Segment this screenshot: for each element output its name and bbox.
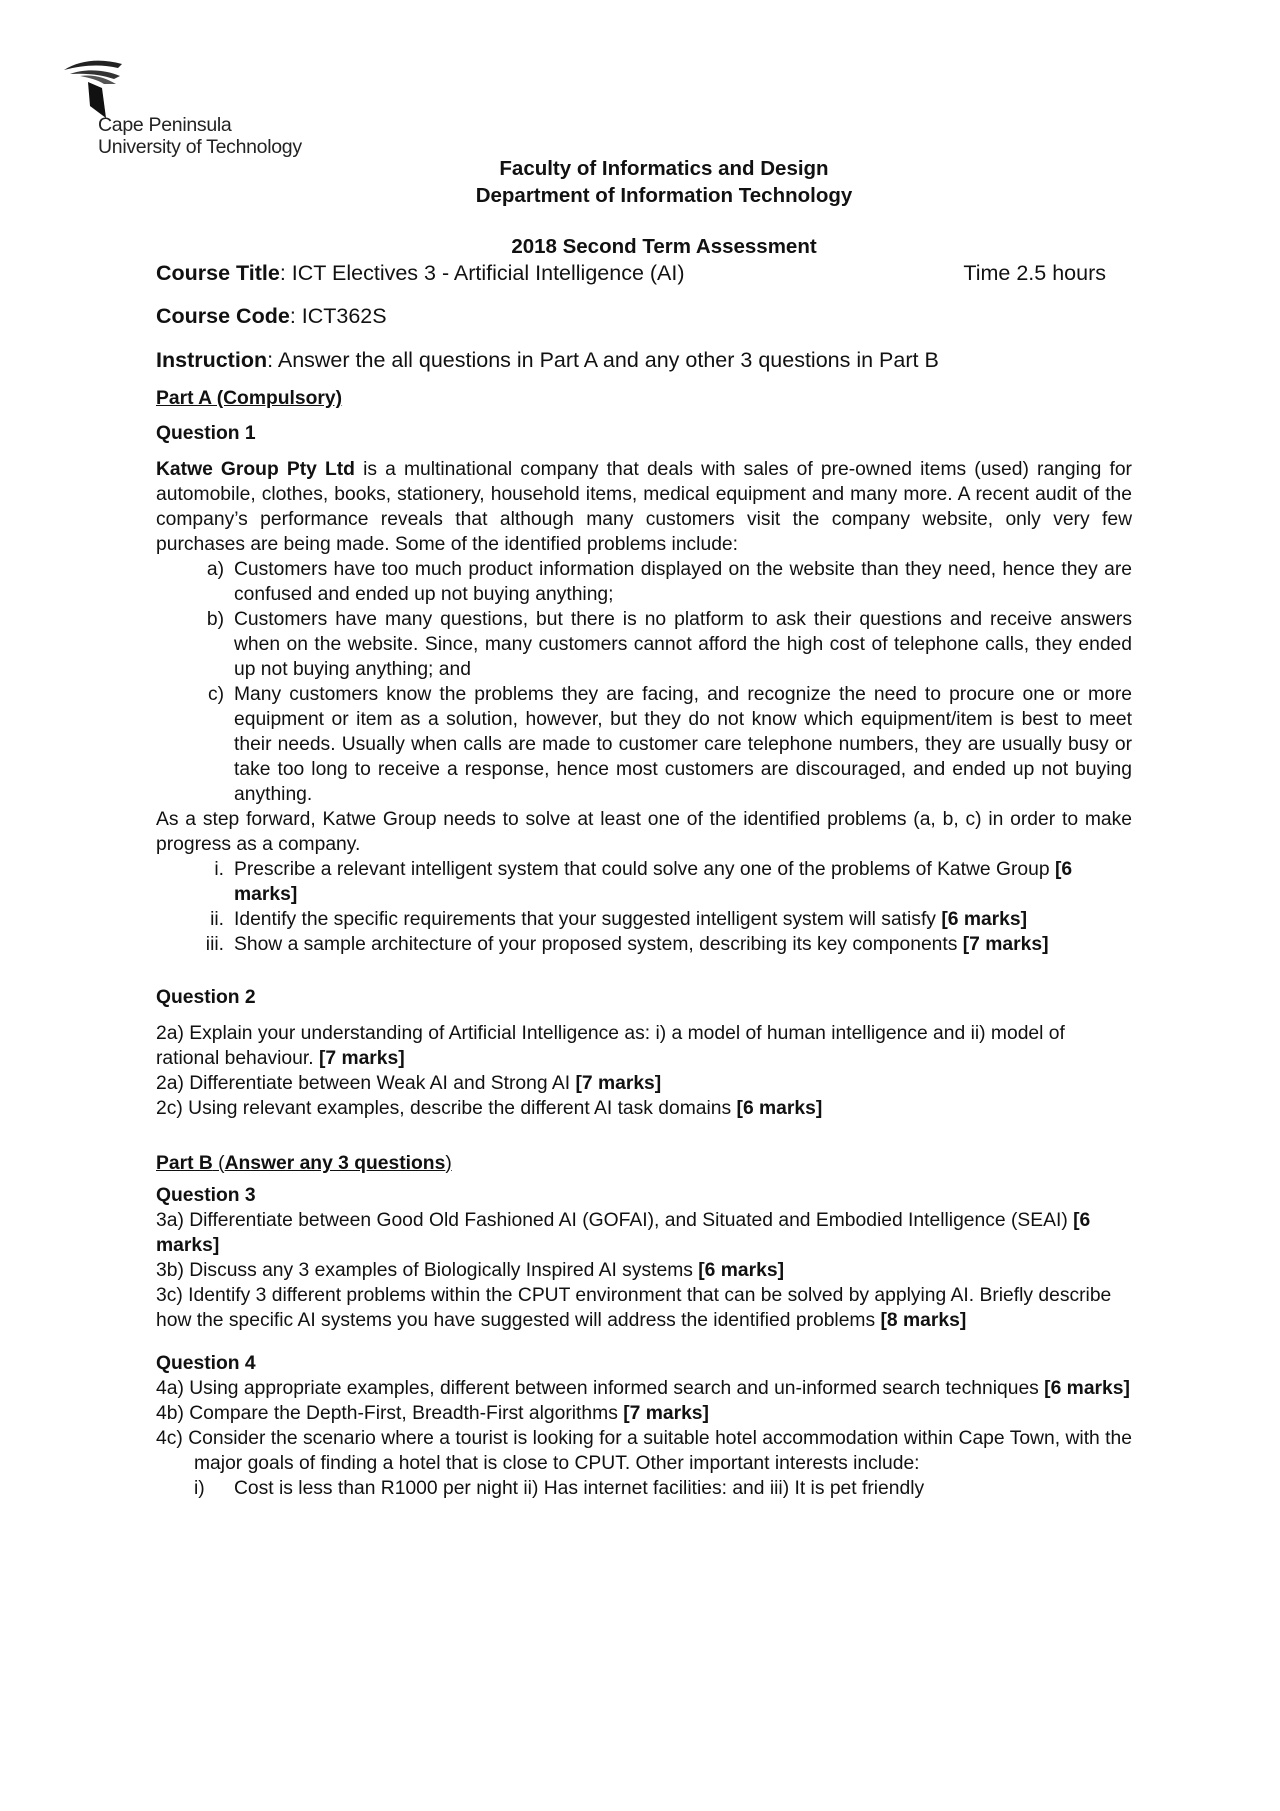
list-text: Cost is less than R1000 per night ii) Has internet facilities: and iii) It is pet friendly	[234, 1478, 925, 1499]
list-text: Customers have too much product information displayed on the website than they need, hence they are confused and ended up not buying anything;	[234, 559, 1132, 605]
list-marker: ii.	[210, 909, 224, 930]
list-item	[156, 682, 1132, 807]
part-b-instruction: Answer any 3 questions	[224, 1153, 446, 1174]
university-logo	[60, 58, 360, 168]
question-4-title: Question 4	[156, 1353, 256, 1374]
question-2-title: Question 2	[156, 987, 256, 1008]
logo-text	[98, 114, 302, 158]
instruction-label: Instruction	[156, 348, 268, 372]
list-text: Many customers know the problems they are facing, and recognize the need to procure one or more equipment or item as a solution, however, but they do not know which equipment/item is best to meet their needs. Usually when calls are made to customer care telephone numbers, they are usually busy or take too long to receive a response, hence most customers are discouraged, and ended up not buying anything.	[234, 684, 1132, 805]
task-text: Prescribe a relevant intelligent system that could solve any one of the problems of Katwe Group	[234, 859, 1055, 880]
item-text: 2c) Using relevant examples, describe the different AI task domains	[156, 1098, 737, 1119]
part-b-paren-close: )	[445, 1153, 452, 1174]
item-marks: [7 marks]	[575, 1073, 662, 1094]
item-marks: [7 marks]	[318, 1048, 405, 1069]
list-item	[156, 907, 1132, 932]
course-title-label: Course Title	[156, 261, 280, 285]
list-marker: b)	[206, 609, 224, 630]
item-marks: [7 marks]	[623, 1403, 709, 1424]
list-item	[156, 932, 1132, 957]
list-marker: i)	[194, 1478, 205, 1499]
faculty-title: Faculty of Informatics and Design	[499, 157, 829, 180]
list-marker: a)	[206, 559, 224, 580]
assessment-title: 2018 Second Term Assessment	[511, 235, 817, 258]
question-4a	[156, 1376, 1132, 1401]
item-marks: [6 marks]	[1044, 1378, 1130, 1399]
problem-list	[156, 557, 1132, 807]
course-title-value: : ICT Electives 3 - Artificial Intelligence (AI)	[279, 261, 685, 285]
part-a-heading: Part A (Compulsory)	[156, 388, 343, 409]
item-marks: [6 marks]	[156, 1210, 1091, 1256]
task-marks: [6 marks]	[941, 909, 1028, 930]
list-item	[156, 857, 1132, 907]
question-2c	[156, 1096, 1132, 1121]
list-text: Customers have many questions, but there is no platform to ask their questions and receive answers when on the website. Since, many customers cannot afford the high cost of telephone calls, they ended up not buying anything; and	[234, 609, 1132, 680]
question-3b	[156, 1258, 1132, 1283]
task-marks: [6 marks]	[234, 859, 1073, 905]
list-item	[156, 557, 1132, 607]
question-1-title: Question 1	[156, 423, 256, 444]
task-marks: [7 marks]	[962, 934, 1049, 955]
course-code-value: : ICT362S	[289, 304, 387, 328]
item-text: 3c) Identify 3 different problems within the CPUT environment that can be solved by applying AI. Briefly describe how the specific AI systems you have suggested will address the identified problems	[156, 1285, 1112, 1331]
item-marks: [8 marks]	[880, 1310, 967, 1331]
instruction-row	[156, 346, 1132, 374]
item-text: 2a) Explain your understanding of Artificial Intelligence as: i) a model of human intelligence and ii) model of rational behaviour.	[156, 1023, 1065, 1069]
part-b-label: Part B	[156, 1153, 213, 1174]
list-marker: iii.	[205, 934, 224, 955]
task-text: Show a sample architecture of your proposed system, describing its key components	[234, 934, 963, 955]
item-text: 3b) Discuss any 3 examples of Biologically Inspired AI systems	[156, 1260, 699, 1281]
question-1-intro	[156, 457, 1132, 557]
item-text: 4c) Consider the scenario where a tourist is looking for a suitable hotel accommodation within Cape Town, with the major goals of finding a hotel that is close to CPUT. Other important interests include:	[156, 1428, 1132, 1474]
course-code-label: Course Code	[156, 304, 290, 328]
course-code-row	[156, 302, 1132, 330]
list-text	[234, 932, 1132, 957]
question-1-step: As a step forward, Katwe Group needs to solve at least one of the identified problems (a, b, c) in order to make progress as a company.	[156, 809, 1132, 855]
company-name: Katwe Group Pty Ltd	[156, 459, 355, 480]
item-text: 3a) Differentiate between Good Old Fashioned AI (GOFAI), and Situated and Embodied Intelligence (SEAI)	[156, 1210, 1074, 1231]
question-3c	[156, 1283, 1132, 1333]
item-text: 4a) Using appropriate examples, different between informed search and un-informed search techniques	[156, 1378, 1045, 1399]
part-b-paren-open: (	[212, 1153, 225, 1174]
question-1-intro-text: is a multinational company that deals with sales of pre-owned items (used) ranging for automobile, clothes, books, stationery, household items, medical equipment and many more. A recent audit of the company’s performance reveals that although many customers visit the company website, only very few purchases are being made. Some of the identified problems include:	[156, 459, 1132, 555]
logo-line-2: University of Technology	[98, 136, 302, 158]
question-2b	[156, 1071, 1132, 1096]
part-b-heading	[156, 1151, 1132, 1176]
document-body	[156, 155, 1132, 1501]
list-item	[156, 607, 1132, 682]
time-allowed: Time 2.5 hours	[963, 261, 1106, 285]
department-title: Department of Information Technology	[475, 184, 853, 207]
question-4c	[156, 1426, 1132, 1476]
question-3-title: Question 3	[156, 1185, 256, 1206]
task-text: Identify the specific requirements that your suggested intelligent system will satisfy	[234, 909, 942, 930]
question-4c-criteria	[156, 1476, 1132, 1501]
list-text	[234, 907, 1132, 932]
item-text: 2a) Differentiate between Weak AI and Strong AI	[156, 1073, 576, 1094]
item-marks: [6 marks]	[736, 1098, 823, 1119]
list-marker: c)	[207, 684, 224, 705]
list-text	[234, 857, 1132, 907]
question-2-items	[156, 1021, 1132, 1121]
item-marks: [6 marks]	[698, 1260, 784, 1281]
instruction-value: : Answer the all questions in Part A and any other 3 questions in Part B	[267, 348, 939, 372]
course-title-row	[156, 259, 1132, 287]
list-marker: i.	[214, 859, 224, 880]
logo-line-1: Cape Peninsula	[98, 114, 232, 136]
question-4b	[156, 1401, 1132, 1426]
question-3a	[156, 1208, 1132, 1258]
item-text: 4b) Compare the Depth-First, Breadth-First algorithms	[156, 1403, 624, 1424]
question-2a	[156, 1021, 1132, 1071]
task-list	[156, 857, 1132, 957]
